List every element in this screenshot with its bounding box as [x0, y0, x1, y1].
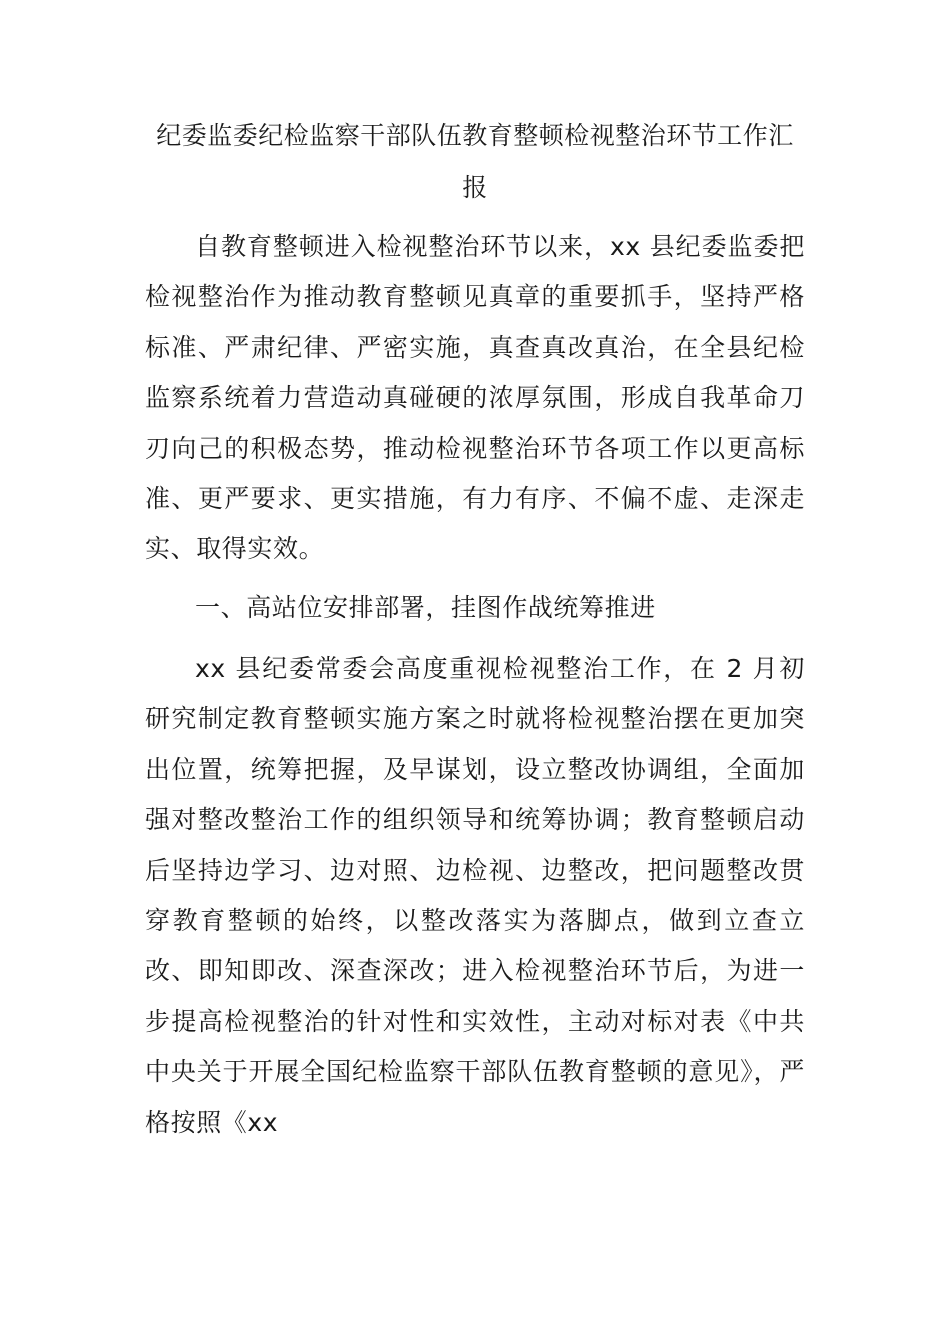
section-heading: 一、高站位安排部署，挂图作战统筹推进	[195, 593, 656, 622]
intro-paragraph: 自教育整顿进入检视整治环节以来，xx 县纪委监委把检视整治作为推动教育整顿见真章的重要抓手，坚持严格标准、严肃纪律、严密实施，真查真改真治，在全县纪检监察系统着力营造动真碰硬的浓厚氛围，形成自我革命刀刃向己的积极态势，推动检视整治环节各项工作以更高标准、更严要求、更实措施，有力有序、不偏不虚、走深走实、取得实效。	[145, 232, 805, 564]
document-title: 纪委监委纪检监察干部队伍教育整顿检视整治环节工作汇报	[156, 121, 794, 202]
section-paragraph: xx 县纪委常委会高度重视检视整治工作，在 2 月初研究制定教育整顿实施方案之时就将检视整治摆在更加突出位置，统筹把握，及早谋划，设立整改协调组，全面加强对整改整治工作的组织领导和统筹协调；教育整顿启动后坚持边学习、边对照、边检视、边整改，把问题整改贯穿教育整顿的始终，以整改落实为落脚点，做到立查立改、即知即改、深查深改；进入检视整治环节后，为进一步提高检视整治的针对性和实效性，主动对标对表《中共中央关于开展全国纪检监察干部队伍教育整顿的意见》，严格按照《xx	[145, 654, 806, 1137]
